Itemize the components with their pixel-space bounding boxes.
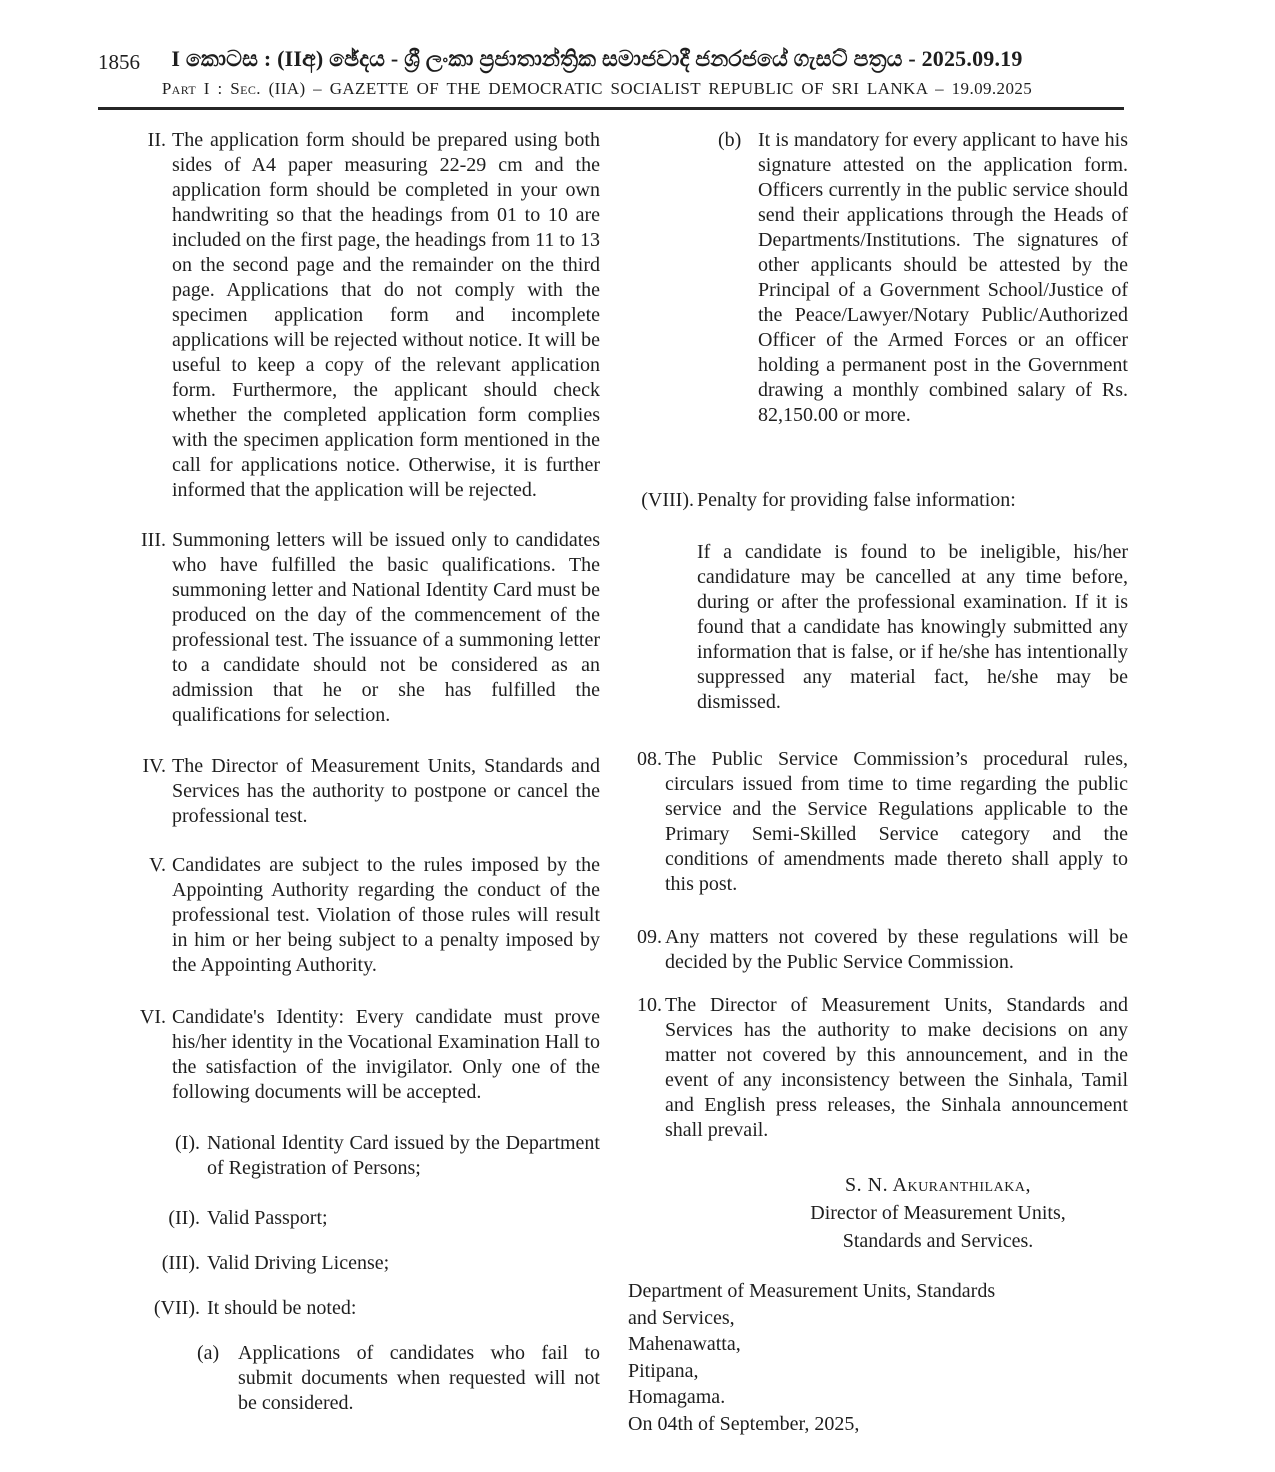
item-body: Candidates are subject to the rules imposed by the Appointing Authority regarding the conduct of the professional test. Violation of those rules will result in him or her being subject to a penalty imposed by the Appointing Authority. xyxy=(172,854,600,976)
item-body: National Identity Card issued by the Department of Registration of Persons; xyxy=(207,1132,600,1179)
page-number: 1856 xyxy=(98,50,140,74)
item-body: Summoning letters will be issued only to candidates who have fulfilled the basic qualifications. The summoning letter and National Identity Card must be produced on the day of the commencement of the professional test. The issuance of a summoning letter to a candidate should not be considered as an admission that he or she has fulfilled the qualifications for selection. xyxy=(172,529,600,726)
item-marker: VI. xyxy=(139,1006,166,1028)
list-item-a xyxy=(197,1341,600,1416)
item-body: Candidate's Identity: Every candidate must prove his/her identity in the Vocational Examination Hall to the satisfaction of the invigilator. Only one of the following documents will be accepted. xyxy=(172,1006,600,1103)
item-body: Valid Driving License; xyxy=(207,1252,390,1274)
address-line: Pitipana, xyxy=(628,1359,699,1382)
list-item-sub-vii xyxy=(98,1296,600,1321)
item-body: The Director of Measurement Units, Standards and Services has the authority to postpone or cancel the professional test. xyxy=(172,755,600,827)
address-line: and Services, xyxy=(628,1306,735,1329)
list-item-v xyxy=(98,853,600,978)
signatory-title-line1: Director of Measurement Units, xyxy=(810,1202,1066,1224)
item-body: The Public Service Commission’s procedural rules, circulars issued from time to time regarding the public service and the Service Regulations applicable to the Primary Semi-Skilled Service category and the conditions of amendments made thereto shall apply to this post. xyxy=(665,748,1128,895)
list-item-10 xyxy=(628,993,1128,1143)
list-item-vi xyxy=(98,1005,600,1105)
list-item-09 xyxy=(628,925,1128,975)
item-marker: IV. xyxy=(142,755,166,777)
list-item-b xyxy=(718,128,1128,428)
list-item-sub-iii xyxy=(98,1251,600,1276)
item-marker: V. xyxy=(149,854,166,876)
header-rule xyxy=(98,107,1124,110)
list-item-sub-ii xyxy=(98,1206,600,1231)
item-body: Valid Passport; xyxy=(207,1207,328,1229)
list-item-ii xyxy=(98,128,600,503)
item-body: It should be noted: xyxy=(207,1297,357,1319)
address-line: On 04th of September, 2025, xyxy=(628,1412,860,1435)
address-block xyxy=(628,1278,1128,1437)
signatory-name: S. N. Akuranthilaka, xyxy=(845,1174,1031,1196)
item-body: Any matters not covered by these regulations will be decided by the Public Service Commission. xyxy=(665,926,1128,973)
item-marker: (I). xyxy=(175,1132,200,1154)
item-body: The Director of Measurement Units, Standards and Services has the authority to make decisions on any matter not covered by this announcement, and in the event of any inconsistency between the Sinhala, Tamil and English press releases, the Sinhala announcement shall prevail. xyxy=(665,994,1128,1141)
item-marker: (II). xyxy=(168,1207,200,1229)
item-marker: 09. xyxy=(637,926,662,948)
item-heading: Penalty for providing false information: xyxy=(697,489,1016,511)
address-line: Homagama. xyxy=(628,1386,726,1408)
list-item-sub-i xyxy=(98,1131,600,1181)
address-line: Department of Measurement Units, Standards xyxy=(628,1280,996,1302)
item-body: It is mandatory for every applicant to have his signature attested on the application form. Officers currently in the public service should send their applications through the Heads of Departments/Institutions. The signatures of other applicants should be attested by the Principal of a Government School/Justice of the Peace/Lawyer/Notary Public/Authorized Officer of the Armed Forces or an officer holding a permanent post in the Government drawing a monthly combined salary of Rs. 82,150.00 or more. xyxy=(758,129,1128,426)
list-item-iii xyxy=(98,528,600,728)
item-marker: (a) xyxy=(197,1342,220,1364)
item-marker: (VIII). xyxy=(641,489,694,511)
list-item-viii xyxy=(628,488,1128,513)
gazette-title-english: Part I : Sec. (IIA) – GAZETTE OF THE DEMOCRATIC SOCIALIST REPUBLIC OF SRI LANKA – 19.09.2025 xyxy=(161,79,1033,98)
left-column xyxy=(98,128,600,1416)
gazette-title-sinhala: I කොටස : (IIඅ) ඡේදය - ශ්‍රී ලංකා ප්‍රජාතාන්ත්‍රික සමාජවාදී ජනරජයේ ගැසට් පත්‍රය - 2025.09.19 xyxy=(171,46,1023,71)
item-marker: III. xyxy=(141,529,166,551)
page-header xyxy=(98,44,1124,110)
item-body: The application form should be prepared using both sides of A4 paper measuring 22-29 cm and the application form should be completed in your own handwriting so that the headings from 01 to 10 are included on the first page, the headings from 11 to 13 on the second page and the remainder on the third page. Applications that do not comply with the specimen application form and incomplete applications will be rejected without notice. It will be useful to keep a copy of the relevant application form. Furthermore, the applicant should check whether the completed application form complies with the specimen application form mentioned in the call for applications notice. Otherwise, it is further informed that the application will be rejected. xyxy=(172,129,600,501)
item-marker: (VII). xyxy=(153,1297,200,1319)
list-item-08 xyxy=(628,747,1128,897)
viii-paragraph: If a candidate is found to be ineligible, his/her candidature may be cancelled at any time before, during or after the professional examination. If it is found that a candidate has knowingly submitted any information that is false, or if he/she has intentionally suppressed any material fact, he/she may be dismissed. xyxy=(697,541,1128,713)
item-marker: 10. xyxy=(637,994,662,1016)
item-body: Applications of candidates who fail to submit documents when requested will not be considered. xyxy=(238,1342,600,1414)
right-column xyxy=(628,128,1128,1437)
item-marker: II. xyxy=(147,129,166,151)
item-marker: 08. xyxy=(637,748,662,770)
item-marker: (III). xyxy=(161,1252,200,1274)
list-item-iv xyxy=(98,754,600,829)
signatory-title-line2: Standards and Services. xyxy=(842,1230,1034,1252)
signature-block xyxy=(628,1171,1128,1255)
item-marker: (b) xyxy=(718,129,742,151)
address-line: Mahenawatta, xyxy=(628,1333,741,1355)
